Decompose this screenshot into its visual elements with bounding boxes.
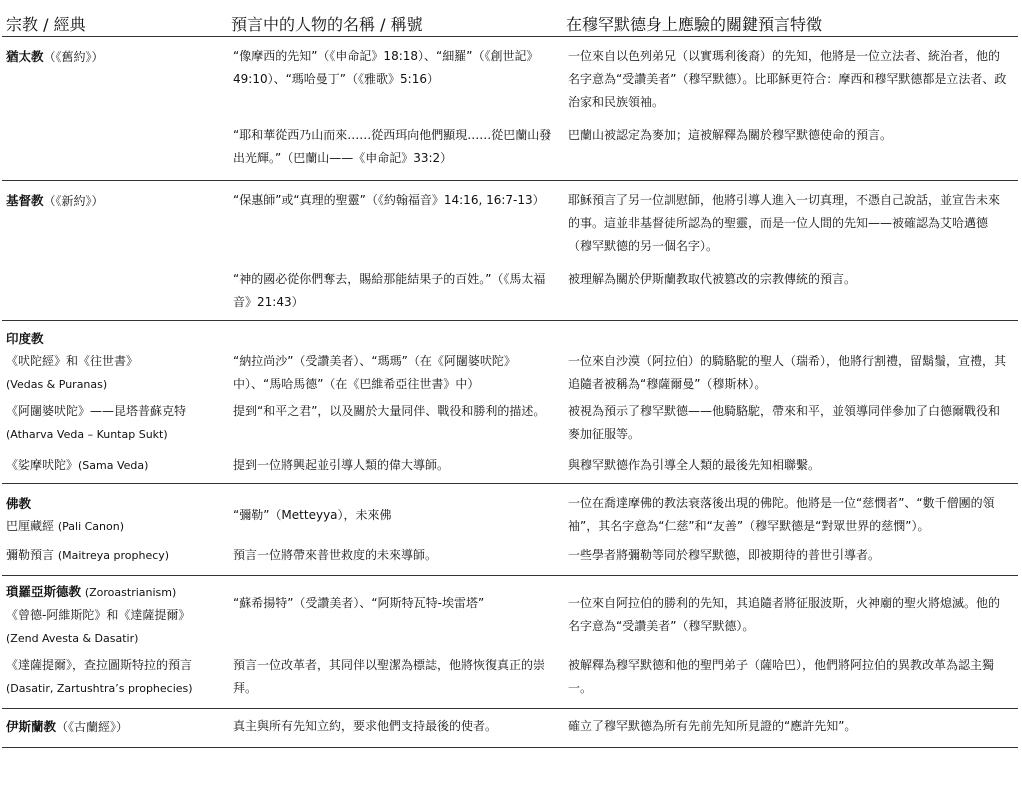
scripture-name: 《曾德-阿維斯陀》和《達薩提爾》 [6,608,191,622]
scripture-english: (Maitreya prophecy) [57,549,170,562]
religion-name: 基督教 [6,193,44,208]
figure-cell: 提到“和平之君”，以及關於大量同伴、戰役和勝利的描述。 [233,404,546,418]
table-row [2,37,1018,125]
figure-cell: 預言一位將帶來普世救度的未來導師。 [233,548,438,562]
table-header-row [2,4,1018,37]
feature-cell: 與穆罕默德作為引導全人類的最後先知相聯繫。 [568,458,821,472]
feature-cell: 巴蘭山被認定為麥加；這被解釋為關於穆罕默德使命的預言。 [568,128,893,142]
religion-cell [2,654,227,709]
figure-cell: “像摩西的先知”（《申命記》18:18）、“細羅”（《創世記》49:10）、“瑪哈曼丁”（《雅歌》5:16） [233,49,539,86]
scripture-english: (Pali Canon) [57,520,125,533]
feature-cell: 一位來自阿拉伯的勝利的先知，其追隨者將征服波斯，火神廟的聖火將熄滅。他的名字意為“受讚美者”（穆罕默德）。 [568,596,1001,633]
religion-name: 伊斯蘭教 [6,719,57,734]
table-row [2,654,1018,709]
table-row [2,576,1018,655]
table-row [2,124,1018,181]
scripture-name: 彌勒預言 [6,548,55,562]
religion-name: 印度教 [6,331,44,346]
religion-cell [2,484,227,545]
feature-cell: 一位來自以色列弟兄（以實瑪利後裔）的先知，他將是一位立法者、統治者，他的名字意為“受讚美者”（穆罕默德）。比耶穌更符合：摩西和穆罕默德都是立法者、政治家和民族領袖。 [568,49,1007,109]
scripture-english: (Atharva Veda – Kuntap Sukt) [6,428,168,441]
figure-cell: “耶和華從西乃山而來……從西珥向他們顯現……從巴蘭山發出光輝。”（巴蘭山——《申命記》33:2） [233,128,552,165]
table-row [2,709,1018,748]
figure-cell: 提到一位將興起並引導人類的偉大導師。 [233,458,450,472]
scripture-name: 《阿闥婆吠陀》——昆塔普蘇克特 [6,404,187,418]
header-religion: 宗教 / 經典 [6,15,86,34]
feature-cell: 一位來自沙漠（阿拉伯）的騎駱駝的聖人（瑞希），他將行割禮，留鬍鬚，宣禮，其追隨者被稱為“穆薩爾曼”（穆斯林）。 [568,354,1007,391]
religion-cell [2,544,227,576]
scripture-name: （《舊約》） [43,50,104,64]
scripture-name: 《娑摩吠陀》 [6,458,79,472]
feature-cell: 被理解為關於伊斯蘭教取代被篡改的宗教傳統的預言。 [568,272,857,286]
header-figure-name: 預言中的人物的名稱 / 稱號 [231,15,423,34]
figure-cell: “彌勒”（Metteyya），未來佛 [233,508,392,522]
feature-cell: 一位在喬達摩佛的教法衰落後出現的佛陀。他將是一位“慈憫者”、“數千僧團的領袖”，其名字意為“仁慈”和“友善”（穆罕默德是“對眾世界的慈憫”）。 [568,496,995,533]
religion-cell [2,454,227,484]
figure-cell: 真主與所有先知立約，要求他們支持最後的使者。 [233,719,498,733]
religion-cell [2,321,227,401]
figure-cell: 預言一位改革者，其同伴以聖潔為標誌，他將恢復真正的崇拜。 [233,658,546,695]
scripture-name: 《達薩提爾》，查拉圖斯特拉的預言 [6,658,193,672]
table-row [2,454,1018,484]
table-row [2,484,1018,545]
feature-cell: 一些學者將彌勒等同於穆罕默德，即被期待的普世引導者。 [568,548,881,562]
religion-cell [2,124,227,181]
religion-cell [2,709,227,748]
prophecy-table [2,4,1018,750]
feature-cell: 確立了穆罕默德為所有先前先知所見證的“應許先知”。 [568,719,857,733]
header-key-features: 在穆罕默德身上應驗的關鍵預言特徵 [566,15,823,34]
scripture-english: (Dasatir, Zartushtra’s prophecies) [6,682,193,695]
scripture-english: (Zend Avesta & Dasatir) [6,632,139,645]
scripture-name: （《新約》） [43,194,104,208]
feature-cell: 被視為預示了穆罕默德——他騎駱駝，帶來和平，並領導同伴參加了白德爾戰役和麥加征服等。 [568,404,1001,441]
religion-cell [2,37,227,125]
figure-cell: “蘇希揚特”（受讚美者）、“阿斯特瓦特-埃雷塔” [233,596,485,610]
scripture-name: （《古蘭經》） [56,720,129,734]
scripture-name: 《吠陀經》和《往世書》 [6,354,139,368]
religion-name: 瑣羅亞斯德教 [6,584,82,599]
religion-cell [2,400,227,454]
scripture-english: (Vedas & Puranas) [6,378,108,391]
feature-cell: 耶穌預言了另一位訓慰師，他將引導人進入一切真理，不憑自己說話，並宣告未來的事。這並非基督徒所認為的聖靈，而是一位人間的先知——被確認為艾哈邁德（穆罕默德的另一個名字）。 [568,193,1001,253]
table-row [2,181,1018,269]
table-bottom-border [2,748,1018,751]
religion-cell [2,181,227,269]
figure-cell: “保惠師”或“真理的聖靈”（《約翰福音》14:16, 16:7-13） [233,193,545,207]
religion-english: (Zoroastrianism) [84,586,177,599]
figure-cell: “納拉尚沙”（受讚美者）、“瑪瑪”（在《阿闥婆吠陀》中）、“馬哈馬德”（在《巴維希亞往世書》中） [233,354,516,391]
figure-cell: “神的國必從你們奪去，賜給那能結果子的百姓。”（《馬太福音》21:43） [233,272,546,309]
feature-cell: 被解釋為穆罕默德和他的聖門弟子（薩哈巴），他們將阿拉伯的異教改革為認主獨一。 [568,658,995,695]
table-row [2,268,1018,321]
religion-cell [2,268,227,321]
religion-cell [2,576,227,655]
religion-name: 猶太教 [6,49,44,64]
religion-name: 佛教 [6,496,32,511]
scripture-english: (Sama Veda) [78,459,149,472]
table-row [2,400,1018,454]
table-row [2,321,1018,401]
table-row [2,544,1018,576]
scripture-name: 巴厘藏經 [6,519,55,533]
